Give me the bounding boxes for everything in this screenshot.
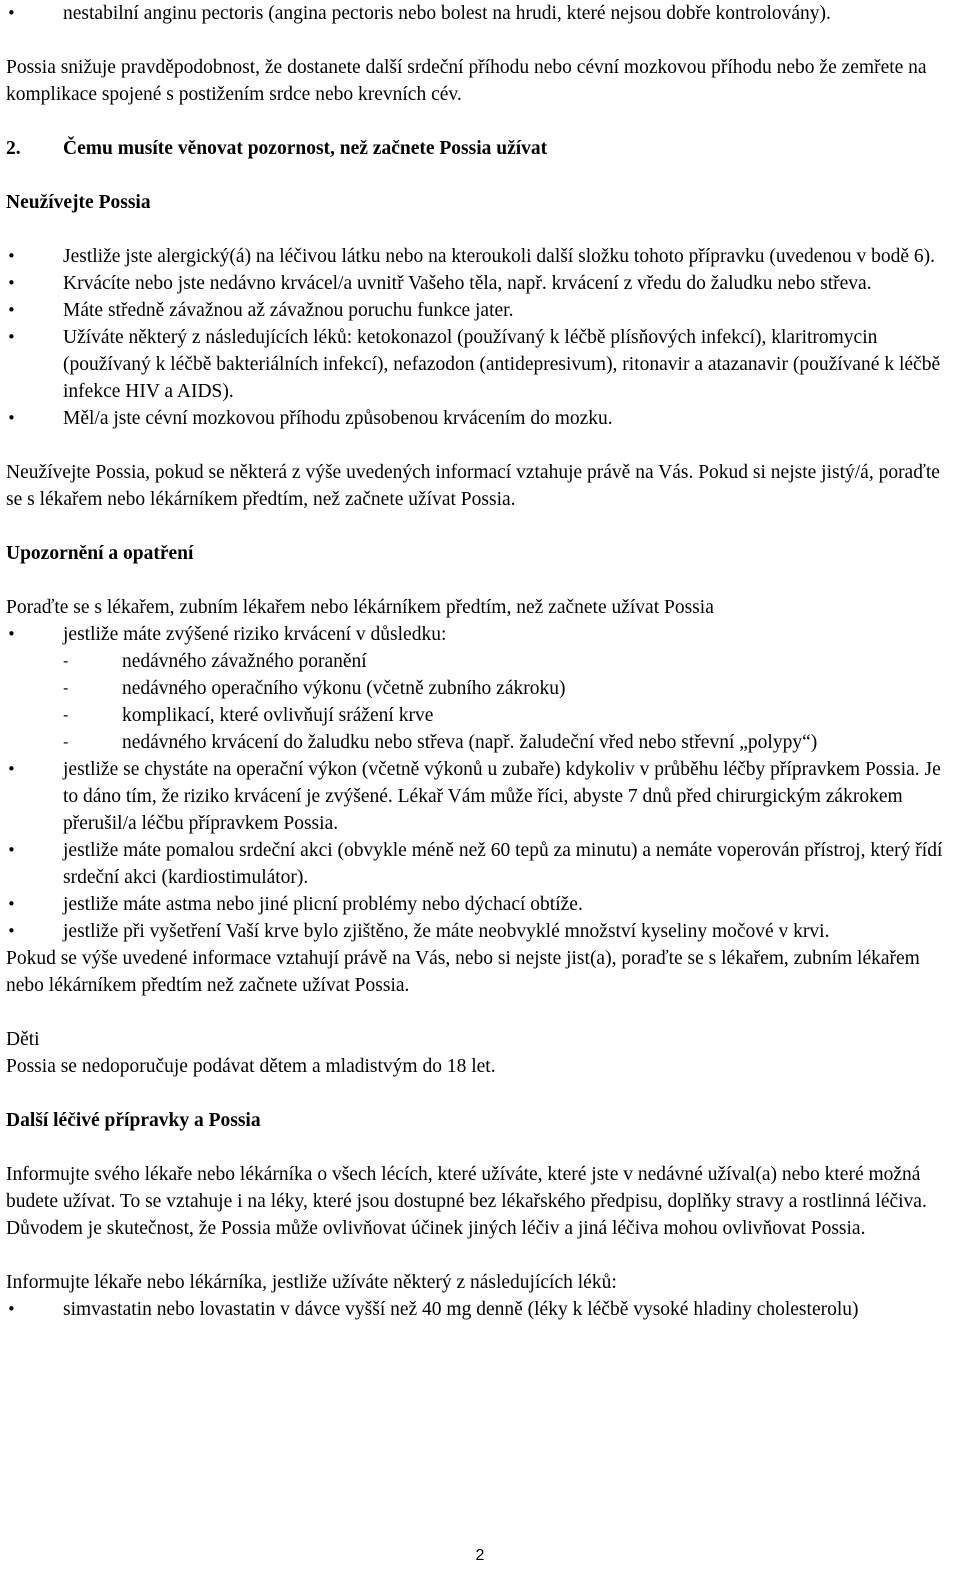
warnings-intro: Poraďte se s lékařem, zubním lékařem nebo lékárníkem předtím, než začnete užívat Possia [6, 597, 714, 618]
list-item: • Užíváte některý z následujících léků: ketokonazol (používaný k léčbě plísňových infekcí), klaritromycin (používaný k léčbě bakteriálních infekcí), nefazodon (antidepresivum), ritonavir a atazanavir (používané k léčbě infekce HIV a AIDS). [6, 324, 956, 405]
list-item: • Měl/a jste cévní mozkovou příhodu způsobenou krvácením do mozku. [6, 405, 956, 432]
other-meds-paragraph: Informujte svého lékaře nebo lékárníka o všech lécích, které užíváte, které jste v nedávné užíval(a) nebo které možná budete užívat. To se vztahuje i na léky, které jsou dostupné bez lékařského předpisu, doplňky stravy a rostlinná léčiva. Důvodem je skutečnost, že Possia může ovlivňovat účinek jiných léčiv a jiná léčiva mohou ovlivňovat Possia. [6, 1164, 927, 1239]
list-item: • jestliže máte astma nebo jiné plicní problémy nebo dýchací obtíže. [6, 891, 956, 918]
section-number: 2. [6, 138, 21, 159]
page-number: 2 [475, 1547, 485, 1564]
list-item: • simvastatin nebo lovastatin v dávce vyšší než 40 mg denně (léky k léčbě vysoké hladiny cholesterolu) [6, 1296, 956, 1323]
sub-list [63, 648, 956, 756]
intro-paragraph: Possia snižuje pravděpodobnost, že dostanete další srdeční příhodu nebo cévní mozkovou příhodu nebo že zemřete na komplikace spojené s postižením srdce nebo krevních cév. [6, 57, 927, 105]
section-heading [6, 135, 956, 162]
children-text: Possia se nedoporučuje podávat dětem a mladistvým do 18 let. [6, 1056, 496, 1077]
contraindications-list [6, 243, 956, 432]
sub-list-item: - nedávného operačního výkonu (včetně zubního zákroku) [63, 675, 956, 702]
dont-use-heading: Neužívejte Possia [6, 192, 151, 213]
dont-use-note: Neužívejte Possia, pokud se některá z výše uvedených informací vztahuje právě na Vás. Pokud si nejste jistý/á, poraďte se s lékařem nebo lékárníkem předtím, než začnete užívat Possia. [6, 462, 940, 510]
list-item: • jestliže při vyšetření Vaší krve bylo zjištěno, že máte neobvyklé množství kyseliny močové v krvi. [6, 918, 956, 945]
warnings-heading: Upozornění a opatření [6, 543, 194, 564]
list-item: • Máte středně závažnou až závažnou poruchu funkce jater. [6, 297, 956, 324]
list-item: • nestabilní anginu pectoris (angina pectoris nebo bolest na hrudi, které nejsou dobře kontrolovány). [6, 0, 956, 27]
interacting-meds-list [6, 1296, 956, 1323]
document-page [6, 0, 956, 1323]
warnings-closing: Pokud se výše uvedené informace vztahují právě na Vás, nebo si nejste jist(a), poraďte se s lékařem, zubním lékařem nebo lékárníkem předtím než začnete užívat Possia. [6, 948, 920, 996]
other-meds-heading: Další léčivé přípravky a Possia [6, 1110, 261, 1131]
sub-list-item: - nedávného krvácení do žaludku nebo střeva (např. žaludeční vřed nebo střevní „polypy“) [63, 729, 956, 756]
sub-list-item: - komplikací, které ovlivňují srážení krve [63, 702, 956, 729]
list-item: • Jestliže jste alergický(á) na léčivou látku nebo na kteroukoli další složku tohoto přípravku (uvedenou v bodě 6). [6, 243, 956, 270]
warnings-list [6, 621, 956, 945]
sub-list-item: - nedávného závažného poranění [63, 648, 956, 675]
list-item: • Krvácíte nebo jste nedávno krvácel/a uvnitř Vašeho těla, např. krvácení z vředu do žaludku nebo střeva. [6, 270, 956, 297]
list-item: • jestliže se chystáte na operační výkon (včetně výkonů u zubaře) kdykoliv v průběhu léčby přípravkem Possia. Je to dáno tím, že riziko krvácení je zvýšené. Lékař Vám může říci, abyste 7 dnů před chirurgickým zákrokem přerušil/a léčbu přípravkem Possia. [6, 756, 956, 837]
section-title: Čemu musíte věnovat pozornost, než začnete Possia užívat [63, 138, 548, 159]
other-meds-list-intro: Informujte lékaře nebo lékárníka, jestliže užíváte některý z následujících léků: [6, 1272, 617, 1293]
list-item: • jestliže máte pomalou srdeční akci (obvykle méně než 60 tepů za minutu) a nemáte voperován přístroj, který řídí srdeční akci (kardiostimulátor). [6, 837, 956, 891]
list-item: • jestliže máte zvýšené riziko krvácení v důsledku: - nedávného závažného poranění - nedávného operačního výkonu (včetně zubního zákroku) - komplikací, které ovlivňují srážení krve - nedávného krvácení do žaludku nebo střeva (např. žaludeční vřed nebo střevní „polypy“) [6, 621, 956, 756]
intro-list [6, 0, 956, 27]
children-heading: Děti [6, 1029, 40, 1050]
